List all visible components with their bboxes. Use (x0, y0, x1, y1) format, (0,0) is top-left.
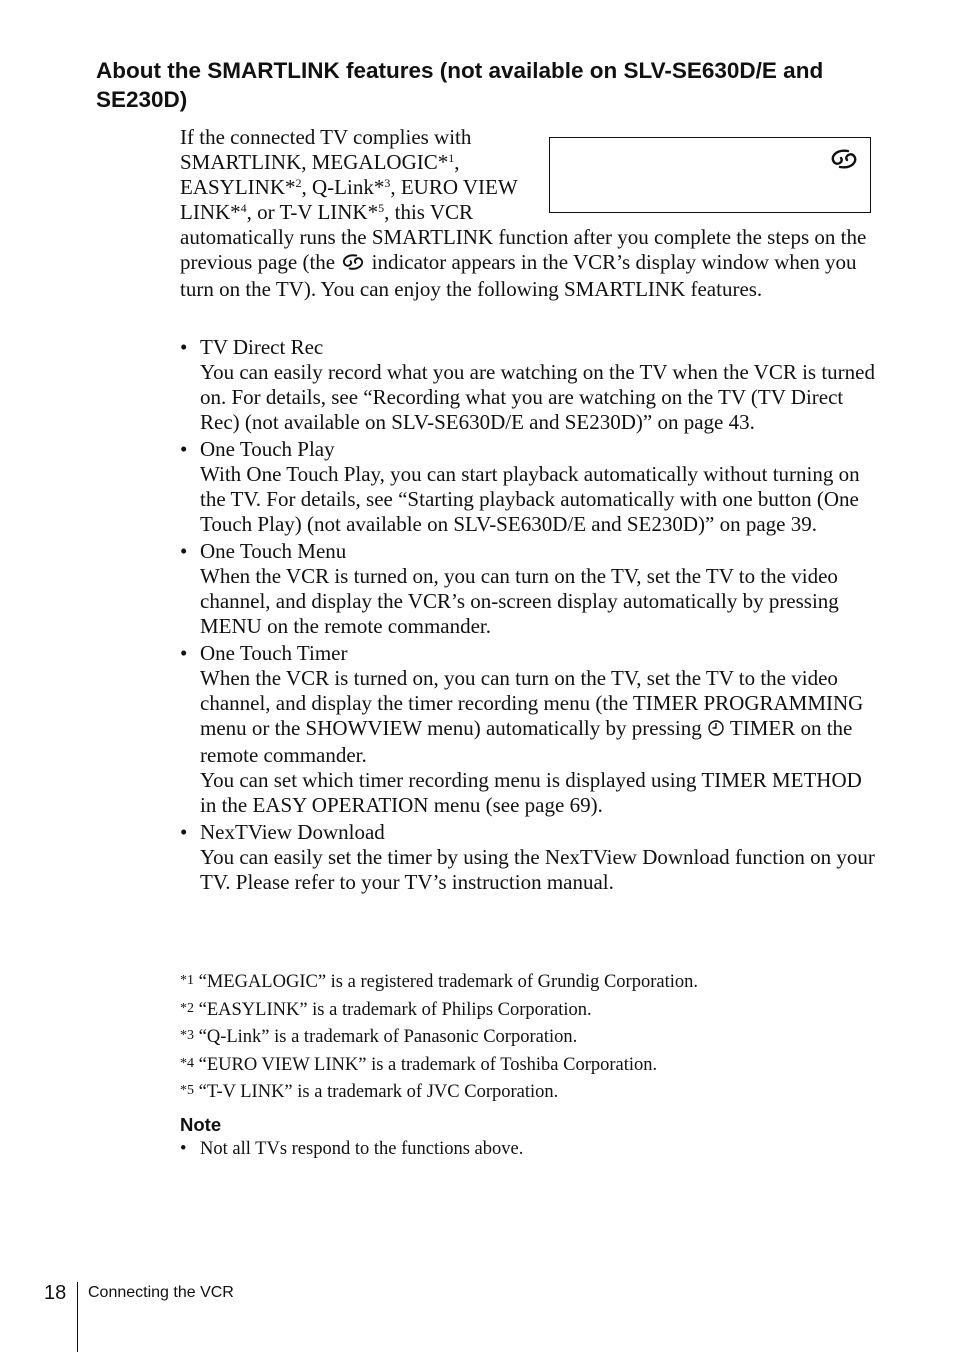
feature-title: One Touch Play (200, 437, 335, 461)
footnote-ref-2: 2 (295, 176, 302, 190)
footnote-ref-3: 3 (384, 176, 391, 190)
footnote-ref-4: 4 (240, 201, 247, 215)
feature-description: You can easily record what you are watching on the TV when the VCR is turned on. For details, see “Recording what you are watching on the TV (TV Direct Rec) (not available on SLV-SE630D/E and SE230D)” on page 43. (200, 360, 875, 434)
feature-description-part-b: TIMER on the remote commander. (200, 716, 853, 767)
bullet-marker: • (180, 335, 188, 359)
feature-description: With One Touch Play, you can start playback automatically without turning on the TV. For details, see “Starting playback automatically with one button (One Touch Play) (not available on SLV-SE630D/E and SE230D)” on page 39. (200, 462, 860, 536)
footnotes (180, 968, 860, 1106)
intro-text-5: , or T-V LINK* (246, 200, 379, 224)
intro-text-7: indicator appears in the VCR’s display window when you turn on the TV). You can enjoy the following SMARTLINK features. (180, 250, 857, 301)
feature-description (200, 666, 875, 768)
feature-description-extra: You can set which timer recording menu is displayed using TIMER METHOD in the EASY OPERATION menu (see page 69). (200, 768, 862, 817)
footnote-text: “EASYLINK” is a trademark of Philips Corporation. (198, 999, 592, 1020)
list-item-one-touch-timer (180, 641, 875, 818)
list-item-one-touch-play (180, 437, 875, 537)
footnote-5 (180, 1078, 860, 1106)
footnote-mark: *2 (180, 1000, 194, 1016)
page-number: 18 (44, 1282, 67, 1304)
bullet-marker: • (180, 1139, 187, 1159)
list-item-nextview-download (180, 820, 875, 895)
footer-divider (77, 1282, 78, 1352)
smartlink-indicator-icon (828, 148, 860, 176)
bullet-marker: • (180, 539, 188, 563)
feature-title: TV Direct Rec (200, 335, 324, 359)
intro-text-3: , Q-Link* (301, 175, 385, 199)
footnote-text: “T-V LINK” is a trademark of JVC Corporation. (198, 1082, 559, 1102)
bullet-marker: • (180, 641, 188, 665)
feature-list (180, 335, 875, 897)
note-text: Not all TVs respond to the functions above. (200, 1139, 524, 1159)
intro-text-4: , EURO VIEW LINK* (180, 175, 518, 224)
intro-text-6: , this VCR automatically runs the SMARTLINK function after you complete the steps on the previous page (the (180, 200, 867, 274)
footnote-mark: *3 (180, 1028, 194, 1043)
feature-description-part-a: When the VCR is turned on, you can turn on the TV, set the TV to the video channel, and display the timer recording menu (the TIMER PROGRAMMING menu or the SHOWVIEW menu) automatically by pressing (200, 666, 864, 740)
feature-description: You can easily set the timer by using the NexTView Download function on your TV. Please refer to your TV’s instruction manual. (200, 845, 875, 894)
footnote-mark: *4 (180, 1055, 194, 1071)
smartlink-inline-icon (340, 252, 366, 277)
footnote-ref-5: 5 (378, 201, 385, 215)
feature-title: One Touch Menu (200, 539, 347, 563)
feature-title: NexTView Download (200, 820, 385, 844)
note-heading: Note (180, 1114, 222, 1135)
footnote-4 (180, 1051, 860, 1079)
note-item (180, 1139, 523, 1160)
bullet-marker: • (180, 437, 188, 461)
vcr-display-window-illustration (549, 137, 871, 213)
footnote-mark: *1 (180, 973, 194, 988)
list-item-one-touch-menu (180, 539, 875, 639)
footnote-3 (180, 1023, 860, 1051)
footnote-mark: *5 (180, 1083, 194, 1098)
footnote-1 (180, 968, 860, 996)
footnote-text: “MEGALOGIC” is a registered trademark of Grundig Corporation. (198, 972, 698, 992)
list-item-tv-direct-rec (180, 335, 875, 435)
footnote-2 (180, 996, 860, 1024)
feature-description: When the VCR is turned on, you can turn on the TV, set the TV to the video channel, and display the VCR’s on-screen display automatically by pressing MENU on the remote commander. (200, 564, 839, 638)
intro-text-2: , EASYLINK* (180, 150, 460, 199)
footnote-text: “EURO VIEW LINK” is a trademark of Toshiba Corporation. (198, 1054, 658, 1075)
page-heading: About the SMARTLINK features (not available on SLV-SE630D/E and SE230D) (96, 58, 824, 112)
bullet-marker: • (180, 820, 188, 844)
footnote-text: “Q-Link” is a trademark of Panasonic Corporation. (198, 1027, 578, 1047)
intro-paragraph (180, 125, 875, 302)
footnote-ref-1: 1 (448, 151, 455, 165)
feature-title: One Touch Timer (200, 641, 348, 665)
timer-clock-icon (707, 718, 725, 743)
intro-text-1: If the connected TV complies with SMARTLINK, MEGALOGIC* (180, 125, 472, 174)
section-label: Connecting the VCR (88, 1284, 234, 1301)
